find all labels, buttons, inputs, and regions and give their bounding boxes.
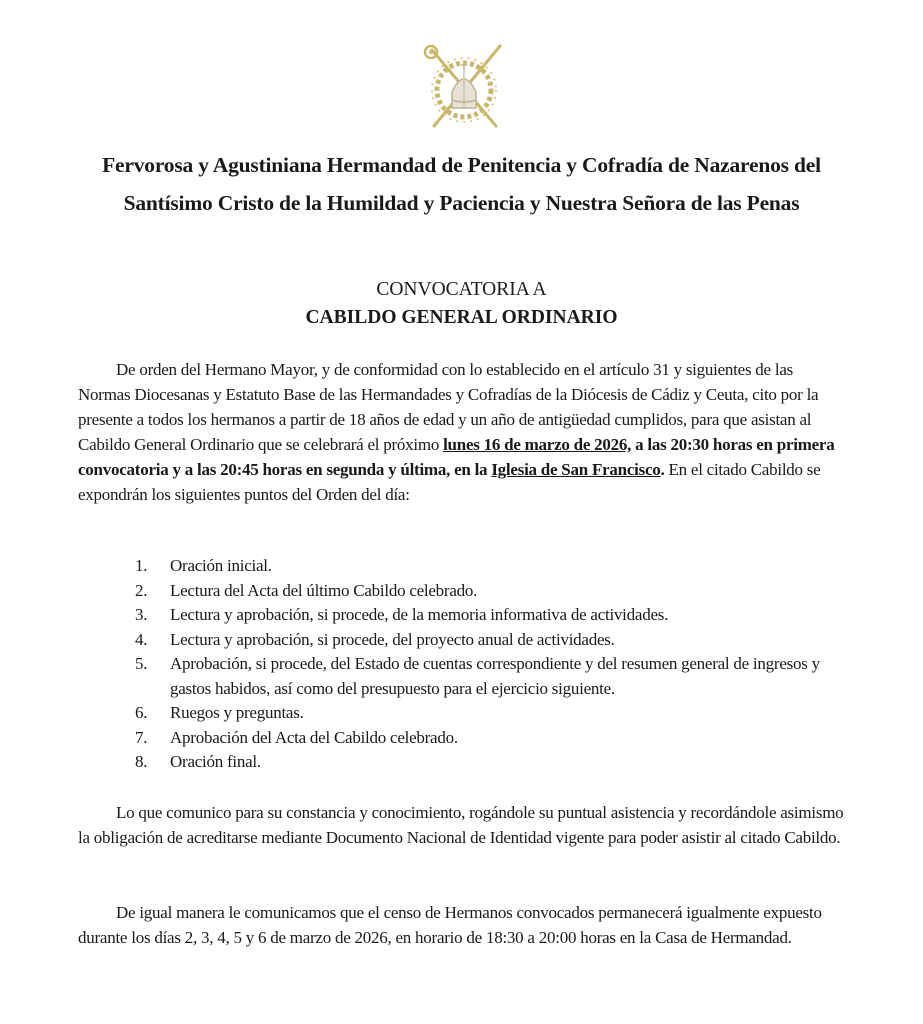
agenda-item bbox=[135, 603, 855, 628]
agenda-number: 2. bbox=[135, 580, 148, 600]
document-title-line2: CABILDO GENERAL ORDINARIO bbox=[305, 307, 618, 328]
document-title bbox=[0, 276, 923, 332]
agenda-item bbox=[135, 554, 855, 579]
agenda-number: 3. bbox=[135, 605, 148, 624]
intro-text: De orden del Hermano Mayor, y de conformidad con lo establecido en el artículo 31 y siguientes de las Normas Diocesanas y Estatuto Base de las Hermandades y Cofradías de la Diócesis de Cádiz y Ceuta, cito por la presente a todos los hermanos a partir de 18 años de edad y un año de antigüedad cumplidos, para que asistan al Cabildo General Ordinario que se celebrará el próximo bbox=[78, 360, 819, 454]
agenda-item bbox=[135, 750, 855, 775]
agenda-text: Ruegos y preguntas. bbox=[170, 703, 304, 722]
agenda-text: Aprobación del Acta del Cabildo celebrado. bbox=[170, 727, 458, 747]
agenda-number: 4. bbox=[135, 629, 148, 649]
agenda-item bbox=[135, 579, 855, 604]
agenda-number: 7. bbox=[135, 727, 148, 747]
document-title-line1: CONVOCATORIA A bbox=[376, 279, 547, 300]
brotherhood-name-line1: Fervorosa y Agustiniana Hermandad de Penitencia y Cofradía de Nazarenos del bbox=[102, 153, 821, 177]
census-text: De igual manera le comunicamos que el censo de Hermanos convocados permanecerá igualmente expuesto durante los días 2, 3, 4, 5 y 6 de marzo de 2026, en horario de 18:30 a 20:00 horas en la Casa de Hermandad. bbox=[78, 903, 822, 947]
meeting-place: Iglesia de San Francisco bbox=[491, 460, 661, 479]
intro-text-end: En el citado Cabildo se expondrán los siguientes puntos del Orden del día: bbox=[78, 460, 821, 504]
agenda-text: Lectura y aprobación, si procede, de la memoria informativa de actividades. bbox=[170, 605, 669, 624]
meeting-date: lunes 16 de marzo de 2026, bbox=[443, 435, 632, 454]
agenda-number: 1. bbox=[135, 556, 148, 575]
brotherhood-name bbox=[40, 146, 883, 222]
agenda-text: Lectura del Acta del último Cabildo celebrado. bbox=[170, 580, 478, 600]
agenda-number: 8. bbox=[135, 752, 148, 771]
agenda-item bbox=[135, 628, 855, 653]
agenda-text: Oración inicial. bbox=[170, 556, 272, 575]
agenda-text: Oración final. bbox=[170, 752, 261, 771]
agenda-item bbox=[135, 701, 855, 726]
agenda-item bbox=[135, 652, 855, 701]
meeting-times: a las 20:30 horas en primera convocatoria y a las 20:45 horas en segunda y última, en la bbox=[78, 435, 835, 479]
closing-paragraph bbox=[78, 800, 848, 850]
agenda-item bbox=[135, 726, 855, 751]
census-paragraph bbox=[78, 900, 848, 950]
closing-text: Lo que comunico para su constancia y conocimiento, rogándole su puntual asistencia y recordándole asimismo la obligación de acreditarse mediante Documento Nacional de Identidad vigente para poder asistir al citado Cabildo. bbox=[78, 803, 844, 847]
brotherhood-crest-icon bbox=[418, 40, 510, 130]
agenda-list bbox=[135, 554, 855, 775]
agenda-text: Lectura y aprobación, si procede, del proyecto anual de actividades. bbox=[170, 629, 615, 649]
agenda-number: 6. bbox=[135, 703, 148, 722]
meeting-place-period: . bbox=[660, 460, 665, 479]
brotherhood-name-line2: Santísimo Cristo de la Humildad y Paciencia y Nuestra Señora de las Penas bbox=[123, 191, 800, 215]
agenda-number: 5. bbox=[135, 654, 148, 673]
agenda-text: Aprobación, si procede, del Estado de cuentas correspondiente y del resumen general de ingresos y gastos habidos, así como del presupuesto para el ejercicio siguiente. bbox=[170, 654, 820, 698]
intro-paragraph bbox=[78, 357, 848, 507]
